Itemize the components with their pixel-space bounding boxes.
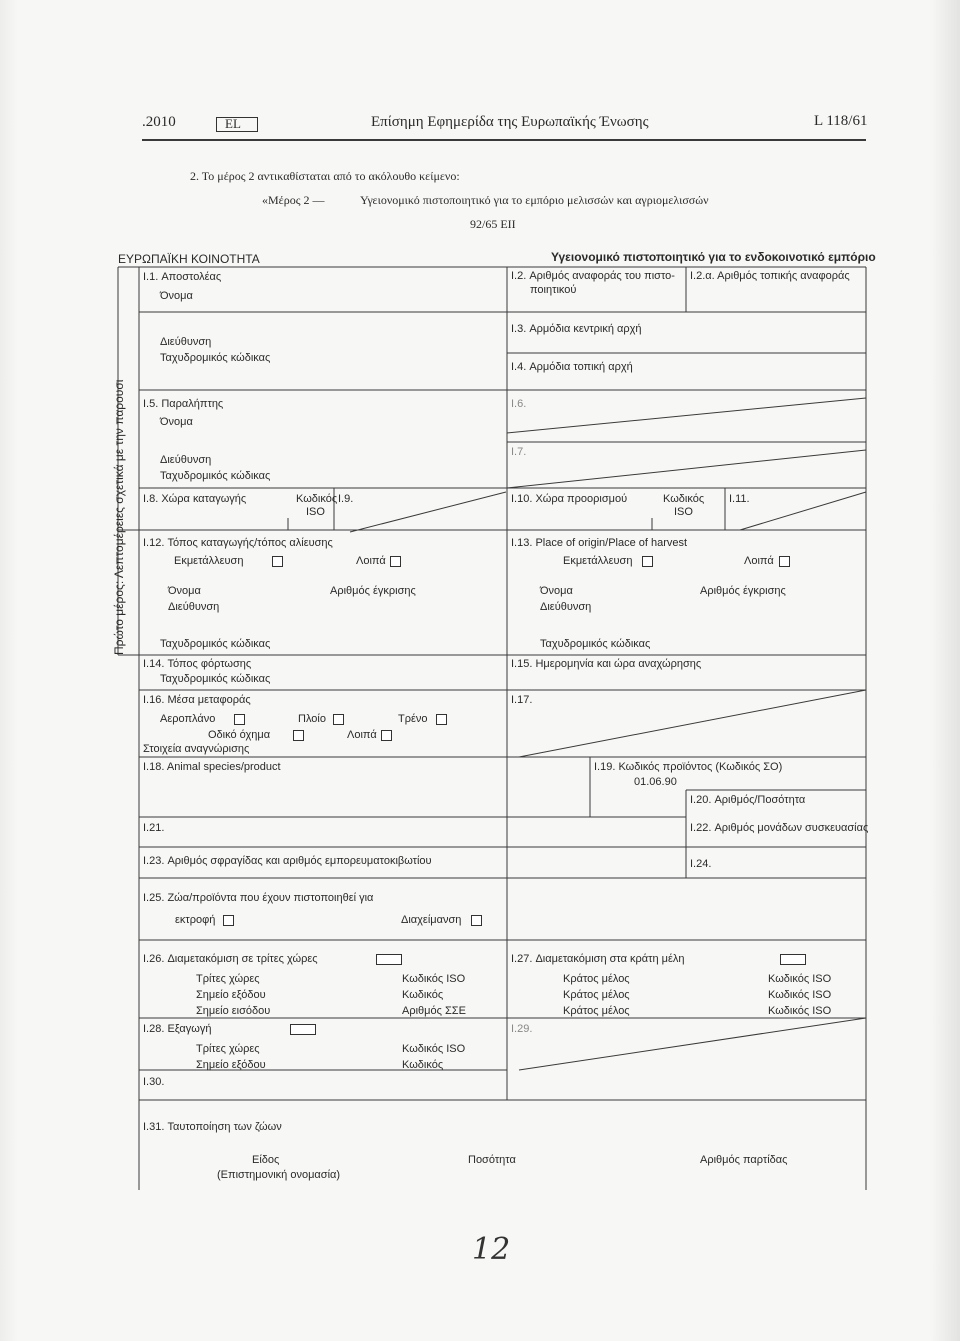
consignor-name: Όνομα <box>160 290 193 302</box>
consignee-postcode: Ταχυδρομικός κώδικας <box>160 470 271 482</box>
certificate-title: Υγειονομικό πιστοποιητικό για το ενδοκοινοτικό εμπόριο <box>551 250 876 264</box>
harvest-approval-label: Αριθμός έγκρισης <box>700 585 786 597</box>
transport-train-label: Τρένο <box>398 713 428 725</box>
header-journal-title: Επίσημη Εφημερίδα της Ευρωπαϊκής Ένωσης <box>371 114 649 130</box>
column-quantity: Ποσότητα <box>468 1154 516 1166</box>
field-consignee: I.5. Παραλήπτης <box>143 398 224 410</box>
field-i7: I.7. <box>511 446 527 458</box>
header-date: .2010 <box>142 114 176 130</box>
transport-plane-label: Αεροπλάνο <box>160 713 216 725</box>
field-species-product: I.18. Animal species/product <box>143 761 281 773</box>
field-animal-identification: I.31. Ταυτοποίηση των ζώων <box>143 1121 282 1133</box>
column-batch-number: Αριθμός παρτίδας <box>700 1154 788 1166</box>
transport-plane-checkbox[interactable] <box>234 714 245 725</box>
transport-train-checkbox[interactable] <box>436 714 447 725</box>
origin-other-checkbox[interactable] <box>390 556 401 567</box>
transit-bip-number: Αριθμός ΣΣΕ <box>402 1005 466 1017</box>
field-i30: I.30. <box>143 1076 165 1088</box>
origin-iso-label: ISO <box>306 506 325 518</box>
field-certified-for: I.25. Ζώα/προϊόντα που έχουν πιστοποιηθεί για <box>143 892 374 904</box>
keeping-label: Διαχείμανση <box>401 914 462 926</box>
field-place-harvest: I.13. Place of origin/Place of harvest <box>511 537 688 549</box>
origin-address-label: Διεύθυνση <box>168 601 220 613</box>
field-transit-member: I.27. Διαμετακόμιση στα κράτη μέλη <box>511 953 685 965</box>
field-departure-date: I.15. Ημερομηνία και ώρα αναχώρησης <box>511 658 702 670</box>
origin-other-label: Λοιπά <box>356 555 386 567</box>
harvest-other-label: Λοιπά <box>744 555 774 567</box>
part-label: «Μέρος 2 — <box>262 193 325 207</box>
harvest-other-checkbox[interactable] <box>779 556 790 567</box>
member-code-iso-2: Κωδικός ISO <box>768 989 832 1001</box>
breeding-label: εκτροφή <box>175 914 216 926</box>
harvest-name-label: Όνομα <box>540 585 573 597</box>
field-i24: I.24. <box>690 858 712 870</box>
field-i6: I.6. <box>511 398 527 410</box>
destination-code-label: Κωδικός <box>663 493 705 505</box>
field-loading-place: I.14. Τόπος φόρτωσης <box>143 658 252 670</box>
transport-ship-label: Πλοίο <box>298 713 326 725</box>
field-country-destination: I.10. Χώρα προορισμού <box>511 493 628 505</box>
consignor-address: Διεύθυνση <box>160 336 212 348</box>
export-third-countries: Τρίτες χώρες <box>196 1043 260 1055</box>
field-export: I.28. Εξαγωγή <box>143 1023 212 1035</box>
field-i17: I.17. <box>511 694 533 706</box>
field-i21: I.21. <box>143 822 165 834</box>
field-local-authority: I.4. Αρμόδια τοπική αρχή <box>511 361 633 373</box>
transit-entry-point: Σημείο εισόδου <box>196 1005 271 1017</box>
part-title: Υγειονομικό πιστοποιητικό για το εμπόριο μελισσών και αγριομελισσών <box>360 193 709 207</box>
transport-other-checkbox[interactable] <box>381 730 392 741</box>
field-seal-container: I.23. Αριθμός σφραγίδας και αριθμός εμπορευματοκιβωτίου <box>143 855 432 867</box>
origin-holding-label: Εκμετάλλευση <box>174 555 244 567</box>
handwritten-page-number: 12 <box>472 1232 511 1267</box>
directive-ref: 92/65 ΕΙΙ <box>470 217 516 231</box>
field-i29: I.29. <box>511 1023 533 1035</box>
member-state-2: Κράτος μέλος <box>563 989 630 1001</box>
column-species: Είδος <box>252 1154 280 1166</box>
member-state-3: Κράτος μέλος <box>563 1005 630 1017</box>
side-label: Πρώτο μέρος: Λεπτομέρειες σχετικά με την παρουσι <box>112 379 126 655</box>
field-reference-number: I.2. Αριθμός αναφοράς του πιστο- <box>511 270 675 282</box>
member-code-iso-3: Κωδικός ISO <box>768 1005 832 1017</box>
field-quantity: I.20. Αριθμός/Ποσότητα <box>690 794 806 806</box>
transit-exit-point: Σημείο εξόδου <box>196 989 266 1001</box>
field-country-origin: I.8. Χώρα καταγωγής <box>143 493 247 505</box>
header-language: EL <box>225 116 241 131</box>
field-place-origin: I.12. Τόπος καταγωγής/τόπος αλίευσης <box>143 537 333 549</box>
field-transit-third: I.26. Διαμετακόμιση σε τρίτες χώρες <box>143 953 318 965</box>
keeping-checkbox[interactable] <box>471 915 482 926</box>
destination-iso-label: ISO <box>674 506 693 518</box>
origin-holding-checkbox[interactable] <box>272 556 283 567</box>
commodity-code-value: 01.06.90 <box>634 776 677 788</box>
column-species-scientific: (Επιστημονική ονομασία) <box>217 1169 341 1181</box>
export-checkbox[interactable] <box>290 1024 316 1035</box>
harvest-address-label: Διεύθυνση <box>540 601 592 613</box>
loading-postcode: Ταχυδρομικός κώδικας <box>160 673 271 685</box>
harvest-holding-checkbox[interactable] <box>642 556 653 567</box>
field-commodity-code: I.19. Κωδικός προϊόντος (Κωδικός ΣΟ) <box>594 761 783 773</box>
field-central-authority: I.3. Αρμόδια κεντρική αρχή <box>511 323 642 335</box>
member-code-iso-1: Κωδικός ISO <box>768 973 832 985</box>
transit-code: Κωδικός <box>402 989 444 1001</box>
transit-third-countries: Τρίτες χώρες <box>196 973 260 985</box>
field-packages: I.22. Αριθμός μονάδων συσκευασίας <box>690 822 869 834</box>
consignor-postcode: Ταχυδρομικός κώδικας <box>160 352 271 364</box>
export-code: Κωδικός <box>402 1059 444 1071</box>
transit-third-checkbox[interactable] <box>376 954 402 965</box>
member-state-1: Κράτος μέλος <box>563 973 630 985</box>
header-page-ref: L 118/61 <box>814 113 868 129</box>
origin-name-label: Όνομα <box>168 585 201 597</box>
transit-member-checkbox[interactable] <box>780 954 806 965</box>
export-exit-point: Σημείο εξόδου <box>196 1059 266 1071</box>
consignee-address: Διεύθυνση <box>160 454 212 466</box>
harvest-holding-label: Εκμετάλλευση <box>563 555 633 567</box>
community-label: ΕΥΡΩΠΑΪΚΗ ΚΟΙΝΟΤΗΤΑ <box>118 252 260 266</box>
origin-approval-label: Αριθμός έγκρισης <box>330 585 416 597</box>
intro-line: 2. Το μέρος 2 αντικαθίσταται από το ακόλουθο κείμενο: <box>190 169 460 183</box>
consignee-name: Όνομα <box>160 416 193 428</box>
field-i11: I.11. <box>729 493 750 505</box>
transit-code-iso: Κωδικός ISO <box>402 973 466 985</box>
export-code-iso: Κωδικός ISO <box>402 1043 466 1055</box>
field-local-reference: I.2.α. Αριθμός τοπικής αναφοράς <box>690 270 850 282</box>
harvest-postcode-label: Ταχυδρομικός κώδικας <box>540 638 651 650</box>
transport-road-checkbox[interactable] <box>293 730 304 741</box>
origin-code-label: Κωδικός <box>296 493 338 505</box>
breeding-checkbox[interactable] <box>223 915 234 926</box>
origin-postcode-label: Ταχυδρομικός κώδικας <box>160 638 271 650</box>
field-transport: I.16. Μέσα μεταφοράς <box>143 694 251 706</box>
field-i9: I.9. <box>338 493 354 505</box>
field-reference-number-cont: ποιητικού <box>530 284 577 296</box>
transport-identification: Στοιχεία αναγνώρισης <box>143 743 250 755</box>
transport-ship-checkbox[interactable] <box>333 714 344 725</box>
transport-other-label: Λοιπά <box>347 729 377 741</box>
field-consignor: I.1. Αποστολέας <box>143 271 222 283</box>
transport-road-label: Οδικό όχημα <box>208 729 271 741</box>
